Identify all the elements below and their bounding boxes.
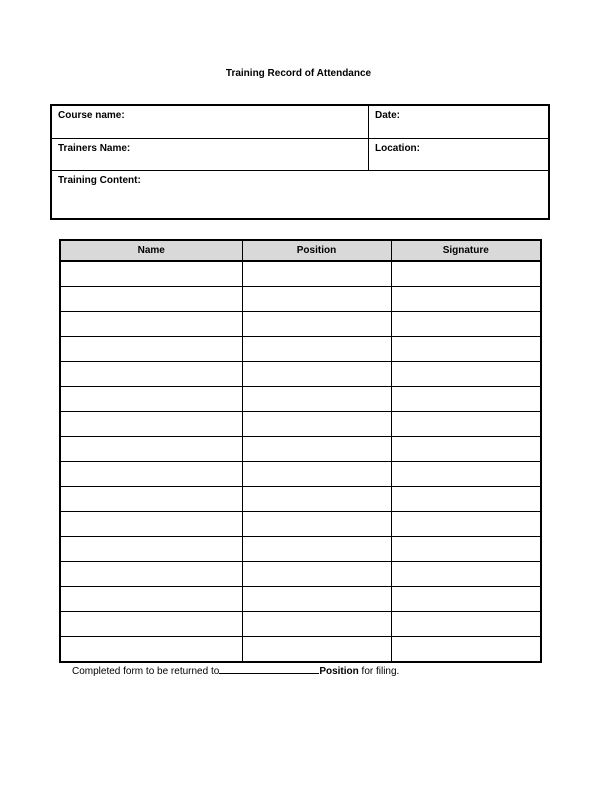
- header-position: Position: [242, 240, 391, 261]
- position-cell[interactable]: [242, 412, 391, 437]
- table-row: [60, 362, 541, 387]
- attendance-rows: [60, 261, 541, 662]
- table-row: [60, 462, 541, 487]
- signature-cell[interactable]: [391, 412, 541, 437]
- signature-cell[interactable]: [391, 287, 541, 312]
- table-row: [60, 337, 541, 362]
- position-cell[interactable]: [242, 587, 391, 612]
- training-info-box: [50, 104, 550, 220]
- position-cell[interactable]: [242, 337, 391, 362]
- name-cell[interactable]: [60, 312, 242, 337]
- position-cell[interactable]: [242, 637, 391, 663]
- name-cell[interactable]: [60, 462, 242, 487]
- date-label: Date:: [375, 110, 401, 121]
- signature-cell[interactable]: [391, 637, 541, 663]
- position-cell[interactable]: [242, 462, 391, 487]
- position-cell[interactable]: [242, 312, 391, 337]
- position-cell[interactable]: [242, 387, 391, 412]
- signature-cell[interactable]: [391, 437, 541, 462]
- position-cell[interactable]: [242, 512, 391, 537]
- signature-cell[interactable]: [391, 512, 541, 537]
- signature-cell[interactable]: [391, 587, 541, 612]
- name-cell[interactable]: [60, 261, 242, 287]
- name-cell[interactable]: [60, 487, 242, 512]
- return-to-blank[interactable]: [219, 664, 319, 674]
- course-name-label: Course name:: [58, 110, 125, 121]
- name-cell[interactable]: [60, 637, 242, 663]
- trainers-name-label: Trainers Name:: [58, 143, 131, 154]
- position-cell[interactable]: [242, 537, 391, 562]
- position-cell[interactable]: [242, 261, 391, 287]
- name-cell[interactable]: [60, 412, 242, 437]
- header-signature: Signature: [391, 240, 541, 261]
- table-row: [60, 387, 541, 412]
- name-cell[interactable]: [60, 587, 242, 612]
- name-cell[interactable]: [60, 287, 242, 312]
- signature-cell[interactable]: [391, 487, 541, 512]
- signature-cell[interactable]: [391, 312, 541, 337]
- signature-cell[interactable]: [391, 337, 541, 362]
- date-field[interactable]: [369, 106, 549, 138]
- name-cell[interactable]: [60, 362, 242, 387]
- name-cell[interactable]: [60, 512, 242, 537]
- table-row: [60, 487, 541, 512]
- position-cell[interactable]: [242, 487, 391, 512]
- table-header-row: [60, 240, 541, 261]
- location-label: Location:: [375, 143, 420, 154]
- training-content-label: Training Content:: [58, 175, 141, 186]
- position-cell[interactable]: [242, 287, 391, 312]
- name-cell[interactable]: [60, 562, 242, 587]
- name-cell[interactable]: [60, 387, 242, 412]
- table-row: [60, 562, 541, 587]
- table-row: [60, 312, 541, 337]
- table-row: [60, 261, 541, 287]
- location-field[interactable]: [369, 139, 549, 170]
- footer-instructions: [72, 664, 399, 677]
- table-row: [60, 612, 541, 637]
- position-cell[interactable]: [242, 362, 391, 387]
- name-cell[interactable]: [60, 437, 242, 462]
- signature-cell[interactable]: [391, 362, 541, 387]
- footer-bold-word: Position: [319, 666, 359, 677]
- table-row: [60, 587, 541, 612]
- footer-text-after: for filing.: [358, 666, 400, 677]
- header-name: Name: [60, 240, 242, 261]
- course-name-field[interactable]: [52, 106, 368, 138]
- attendance-table: [59, 239, 542, 663]
- position-cell[interactable]: [242, 437, 391, 462]
- footer-text-before: Completed form to be returned to: [72, 666, 220, 677]
- table-row: [60, 637, 541, 663]
- form-title: Training Record of Attendance: [225, 68, 372, 79]
- name-cell[interactable]: [60, 337, 242, 362]
- trainers-name-field[interactable]: [52, 139, 368, 170]
- table-row: [60, 437, 541, 462]
- signature-cell[interactable]: [391, 462, 541, 487]
- table-row: [60, 412, 541, 437]
- position-cell[interactable]: [242, 612, 391, 637]
- signature-cell[interactable]: [391, 387, 541, 412]
- signature-cell[interactable]: [391, 537, 541, 562]
- table-row: [60, 287, 541, 312]
- position-cell[interactable]: [242, 562, 391, 587]
- signature-cell[interactable]: [391, 562, 541, 587]
- name-cell[interactable]: [60, 612, 242, 637]
- signature-cell[interactable]: [391, 612, 541, 637]
- signature-cell[interactable]: [391, 261, 541, 287]
- table-row: [60, 512, 541, 537]
- table-row: [60, 537, 541, 562]
- training-content-field[interactable]: [52, 171, 548, 218]
- name-cell[interactable]: [60, 537, 242, 562]
